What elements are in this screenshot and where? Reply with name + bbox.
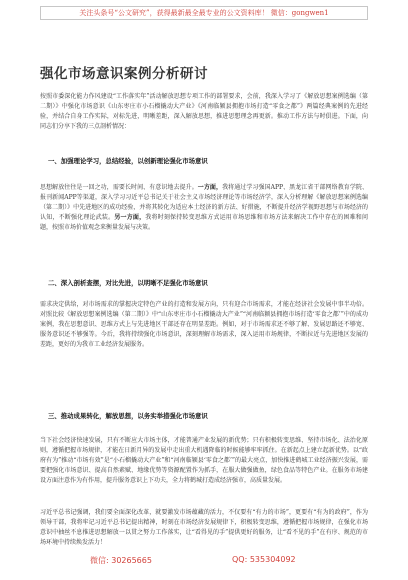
- contact-footer: [40, 555, 368, 569]
- section-heading-1: 一、加强理论学习，总结经验，以创新理论强化市场意识: [48, 157, 208, 165]
- section-1-bold-2: 另一方面，: [114, 214, 146, 221]
- intro-paragraph: 按照市委深化能力作风建设“工作落实年”活动解放思想专项工作的部署要求，会前，我深入学习了《解放思想案例选编（第二期）》中强化市场意识《山东枣庄市小石榴撬动大产业》《河南临颍县拥抱市场打造“零食之都”》两篇经典案例的先进经验，并结合自身工作实际，对标先进，明晰差距，深入解放思想，推进思想理念再更新。推动工作方法与时俱进。下面，向同志们分享下我的三点剖析情况：: [40, 93, 368, 130]
- closing-paragraph: 习近平总书记强调，我们要全面深化改革，就要激发市场蕴藏的活力，不仅要有“有力的市场”，更要有“有为的政府”，作为领导干部，我将牢记习近平总书记提出精神，时刻在市场经济发展规律下，积极转变思维，遵循把握市场规律，在强化市场意识中抽丝不息推进思想解放一以贯之努力工作落实，让“看得见的手”提供更好的服务，让“看不见的手”在有序、规范的市场环境中持续焕发活力！: [40, 509, 368, 546]
- wechat-contact: 微信: 30265665: [90, 556, 152, 565]
- section-body-1: [40, 183, 368, 233]
- promo-banner: 关注头条号“公文研究”，获得最新最全最专业的公文资料库！ 微信：gongwen1: [40, 6, 368, 20]
- section-heading-3: 三、推动成果转化，解放思想，以务实举措强化市场意识: [48, 412, 208, 420]
- section-heading-2: 二、深入剖析查摆，对比先进，以明晰不足强化市场意识: [48, 279, 208, 287]
- section-1-bold-1: 一方面，: [197, 184, 223, 191]
- section-body-3: 当下社会经济快速发展，只有不断应大市场主体，才能普通产业发展的新优势；只有积极转变思维、坚持市场化、法治化原则，遵循把握市场规律，才能在日新月异的发展中走出重大机遇降临的时候能够牢牢抓住。在新起点上建立起新优势。以“政府有为”推动“市场有效”是“小石榴撬动大产业”和“河南临颍县‘零食之都’”的最大亮点，加快推进鹤城工业经济振兴发展，需要把强化市场意识、提高自然素赋、地缘优势等资源配置作为抓手，在服大做强做鱼，绿色食品等特色产业。在服务市场建设方面注意作为有作用，提升服务意识上下功夫，全力将鹤城打造成经济强市，高质量发展。: [40, 437, 368, 484]
- document-title: 强化市场意识案例分析研讨: [40, 66, 208, 82]
- qq-contact: QQ: 535304092: [232, 555, 296, 564]
- section-body-2: 需求决定供给，对市场需求的掌握决定特色产业的打造和发展方向，只有迎合市场需求，才能在经济社会发展中事半功倍。对照比较《解放思想案例选编（第二期）》中“山东枣庄市小石榴撬动大产业”“河南临颍县拥抱市场打造‘零食之都’”中的成功案例，我在思想意识、思维方式上与先进地区干部还存在明显差距。例如，对于市场需求还不够了解、发展思路还不够宽、服务意识还不够强等。今后，我将持续强化市场意识，深刻理解市场需求，深入运用市场规律，不断拉近与先进地区发展的差距，更好的为我市工业经济发展服务。: [40, 301, 368, 348]
- section-1-mid: 我将通过学习强国APP、黑龙江省干部网络教育学院、报刊新闻APP等渠道，深入学习习近平总书记关于社会主义市场经济理论等市场经济学，深入分析理解《解放思想案例选编（第二期）》中先进地区的成功经验，并将其转化为适应本土经济的新方法、好措施，不断提升经济学视野思想与市场经济的认知，不断强化理论武装。: [40, 184, 368, 221]
- section-1-lead: 思想解放往往是一回之功，需要长时间、有意识地去提升。: [40, 184, 198, 191]
- section-1-tail: 我将时刻保持转变思维方式运用市场思维和市场方法来解决工作中存在的困难和问题，按照市场价值观念来衡量发展与决策。: [40, 214, 368, 231]
